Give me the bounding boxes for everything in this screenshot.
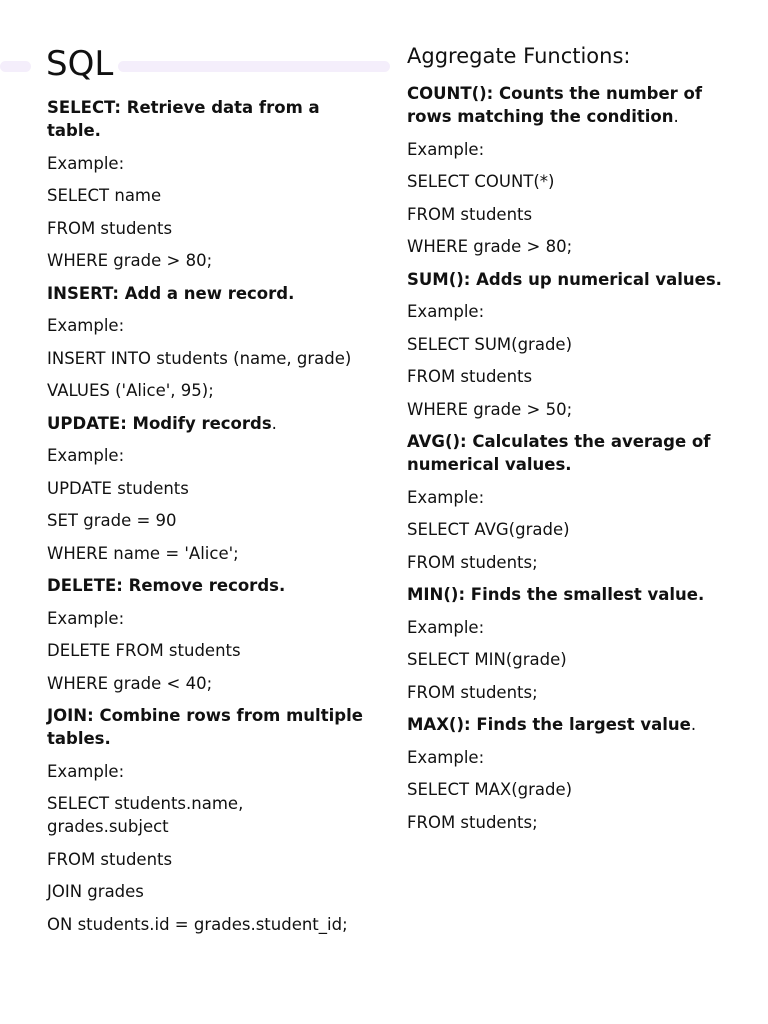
code-line: FROM students; xyxy=(407,552,538,572)
aggregate-functions-column xyxy=(407,42,725,843)
count-section xyxy=(407,82,725,258)
example-label: Example: xyxy=(47,153,125,173)
title-highlight-bar-left xyxy=(0,61,31,72)
code-line: SELECT students.name, grades.subject xyxy=(47,794,244,836)
join-section xyxy=(47,704,367,936)
sum-heading xyxy=(407,268,725,291)
code-line: WHERE grade < 40; xyxy=(47,673,213,693)
avg-heading xyxy=(407,430,725,476)
code-line: WHERE name = 'Alice'; xyxy=(47,543,239,563)
select-heading-text: SELECT: Retrieve data from a table. xyxy=(47,98,320,140)
insert-heading-text: INSERT: Add a new record. xyxy=(47,283,295,303)
min-section xyxy=(407,583,725,704)
sum-section xyxy=(407,268,725,421)
max-section xyxy=(407,713,725,834)
example-label: Example: xyxy=(47,608,125,628)
code-line: SELECT AVG(grade) xyxy=(407,520,570,539)
avg-heading-text: AVG(): Calculates the average of numerical values. xyxy=(407,432,711,474)
code-line: SET grade = 90 xyxy=(47,511,177,530)
code-line: FROM students xyxy=(407,204,533,224)
update-heading xyxy=(47,412,367,435)
example-label: Example: xyxy=(47,316,125,335)
delete-heading-text: DELETE: Remove records. xyxy=(47,576,286,595)
max-heading-text: MAX(): Finds the largest value xyxy=(407,715,691,734)
join-heading xyxy=(47,704,367,750)
update-section xyxy=(47,412,367,565)
example-label: Example: xyxy=(47,761,125,781)
code-line: FROM students xyxy=(47,849,173,869)
join-heading-text: JOIN: Combine rows from multiple tables. xyxy=(47,706,363,748)
code-line: UPDATE students xyxy=(47,478,189,498)
insert-section xyxy=(47,282,367,403)
code-line: WHERE grade > 50; xyxy=(407,399,573,419)
code-line: INSERT INTO students (name, grade) xyxy=(47,348,352,368)
example-label: Example: xyxy=(407,747,485,767)
code-line: JOIN grades xyxy=(47,882,144,901)
count-heading xyxy=(407,82,725,128)
sum-heading-text: SUM(): Adds up numerical values. xyxy=(407,269,722,289)
sql-commands-column xyxy=(47,96,367,945)
min-heading-text: MIN(): Finds the smallest value. xyxy=(407,585,705,604)
code-line: FROM students xyxy=(407,367,533,386)
page-title: SQL xyxy=(46,44,114,84)
delete-heading xyxy=(47,574,367,597)
code-line: SELECT COUNT(*) xyxy=(407,172,555,191)
title-highlight-bar-right xyxy=(118,61,390,72)
code-line: DELETE FROM students xyxy=(47,641,241,660)
example-label: Example: xyxy=(407,487,485,507)
update-heading-tail: . xyxy=(271,413,277,433)
example-label: Example: xyxy=(407,617,485,637)
code-line: WHERE grade > 80; xyxy=(47,251,213,270)
example-label: Example: xyxy=(407,302,485,321)
max-heading-tail: . xyxy=(690,715,697,734)
delete-section xyxy=(47,574,367,695)
update-heading-text: UPDATE: Modify records xyxy=(47,413,272,433)
select-heading xyxy=(47,96,367,142)
avg-section xyxy=(407,430,725,574)
code-line: SELECT name xyxy=(47,186,162,205)
min-heading xyxy=(407,583,725,606)
code-line: ON students.id = grades.student_id; xyxy=(47,914,348,934)
aggregate-functions-title: Aggregate Functions: xyxy=(407,44,631,68)
insert-heading xyxy=(47,282,367,305)
max-heading xyxy=(407,713,725,736)
code-line: FROM students; xyxy=(407,682,538,702)
select-section xyxy=(47,96,367,272)
code-line: VALUES ('Alice', 95); xyxy=(47,381,214,400)
count-heading-text: COUNT(): Counts the number of rows matching the condition xyxy=(407,84,703,126)
count-heading-tail: . xyxy=(673,107,679,126)
code-line: WHERE grade > 80; xyxy=(407,237,573,256)
code-line: FROM students; xyxy=(407,812,538,832)
code-line: SELECT SUM(grade) xyxy=(407,334,573,354)
example-label: Example: xyxy=(407,139,485,159)
code-line: SELECT MAX(grade) xyxy=(407,780,573,799)
code-line: SELECT MIN(grade) xyxy=(407,650,567,669)
example-label: Example: xyxy=(47,446,125,465)
code-line: FROM students xyxy=(47,218,173,238)
